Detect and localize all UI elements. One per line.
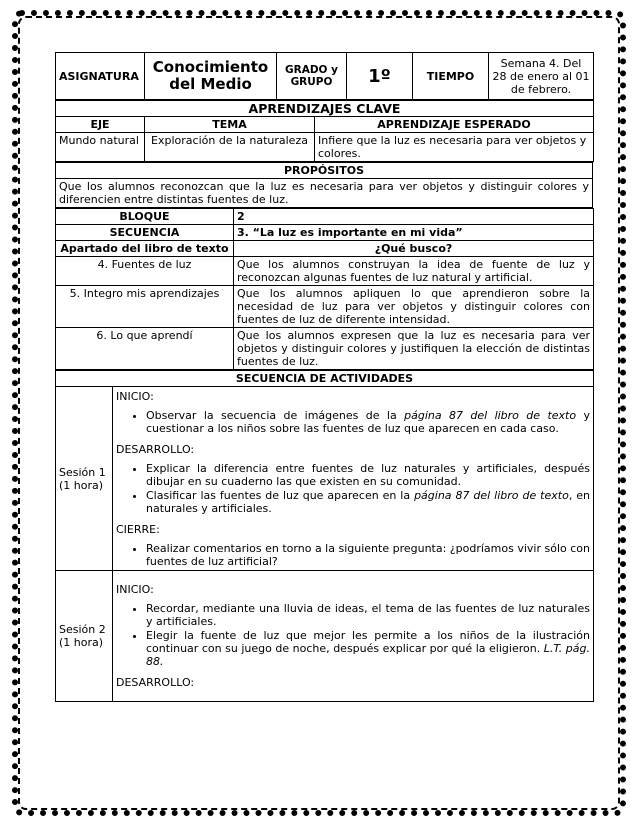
aprendizajes-title: APRENDIZAJES CLAVE [56,101,594,117]
apartados-table [55,208,594,370]
tiempo-value: Semana 4. Del 28 de enero al 01 de febrero. [489,53,594,100]
session-duration: (1 hora) [59,636,104,649]
aprendizajes-table [55,100,594,162]
list-item: • Observar la secuencia de imágenes de la página 87 del libro de texto y cuestionar a los niños sobre las fuentes de luz que aparecen en cada caso. [146,409,590,435]
bloque-value: 2 [234,209,594,225]
busco-cell: Que los alumnos construyan la idea de fuente de luz y reconozcan algunas fuentes de luz natural y artificial. [234,257,594,286]
table-row [56,328,594,370]
list-item: • Elegir la fuente de luz que mejor les permite a los niños de la ilustración continuar con su juego de noche, después explicar por qué la eligieron. L.T. pág. 88. [146,629,590,668]
busco-cell: Que los alumnos expresen que la luz es necesaria para ver objetos y distinguir colores y justifiquen la elección de distintas fuentes de luz. [234,328,594,370]
apartado-cell: 6. Lo que aprendí [56,328,234,370]
session-content [113,387,594,571]
tema-label: TEMA [145,117,315,133]
list-item: • Recordar, mediante una lluvia de ideas, el tema de las fuentes de luz naturales y artificiales. [146,602,590,628]
eje-label: EJE [56,117,145,133]
apartado-cell: 5. Integro mis aprendizajes [56,286,234,328]
busco-header: ¿Qué busco? [234,241,594,257]
actividades-table [55,370,594,702]
session-duration: (1 hora) [59,478,104,492]
list-item: • Explicar la diferencia entre fuentes de luz naturales y artificiales, después dibujar en su cuaderno las que existen en su comunidad. [146,462,590,488]
eje-value: Mundo natural [56,133,145,162]
apartado-cell: 4. Fuentes de luz [56,257,234,286]
asignatura-label: ASIGNATURA [56,53,145,100]
tiempo-label: TIEMPO [413,53,489,100]
table-row [56,257,594,286]
bloque-label: BLOQUE [56,209,234,225]
esperado-value: Infiere que la luz es necesaria para ver objetos y colores. [315,133,594,162]
list-item: • Clasificar las fuentes de luz que aparecen en la página 87 del libro de texto, en naturales y artificiales. [146,489,590,515]
session-label [56,571,113,702]
session-row [56,571,594,702]
apartado-header: Apartado del libro de texto [56,241,234,257]
propositos-table [55,162,593,208]
session-name: Sesión 2 [59,623,106,636]
grado-label: GRADO y GRUPO [277,53,347,100]
desarrollo-label: DESARROLLO: [116,443,195,456]
secuencia-value: 3. “La luz es importante en mi vida” [234,225,594,241]
header-table [55,52,594,100]
session-row [56,387,594,571]
asignatura-value: Conocimiento del Medio [145,53,277,100]
session-label [56,387,113,571]
tema-value: Exploración de la naturaleza [145,133,315,162]
cierre-label: CIERRE: [116,523,160,536]
list-item: • Realizar comentarios en torno a la siguiente pregunta: ¿podríamos vivir sólo con fuentes de luz artificial? [146,542,590,568]
inicio-label: INICIO: [116,390,154,403]
table-row [56,286,594,328]
propositos-text: Que los alumnos reconozcan que la luz es necesaria para ver objetos y distinguir colores y diferencien entre distintas fuentes de luz. [56,179,593,208]
session-name: Sesión 1 [59,465,106,479]
secuencia-label: SECUENCIA [56,225,234,241]
grado-value: 1º [347,53,413,100]
planning-document [55,52,593,702]
actividades-title: SECUENCIA DE ACTIVIDADES [56,371,594,387]
busco-cell: Que los alumnos apliquen lo que aprendieron sobre la necesidad de luz para ver objetos y distinguir colores con fuentes de luz de diferente intensidad. [234,286,594,328]
inicio-label: INICIO: [116,583,154,596]
desarrollo-label: DESARROLLO: [116,676,195,689]
esperado-label: APRENDIZAJE ESPERADO [315,117,594,133]
propositos-title: PROPÓSITOS [56,163,593,179]
session-content [113,571,594,702]
